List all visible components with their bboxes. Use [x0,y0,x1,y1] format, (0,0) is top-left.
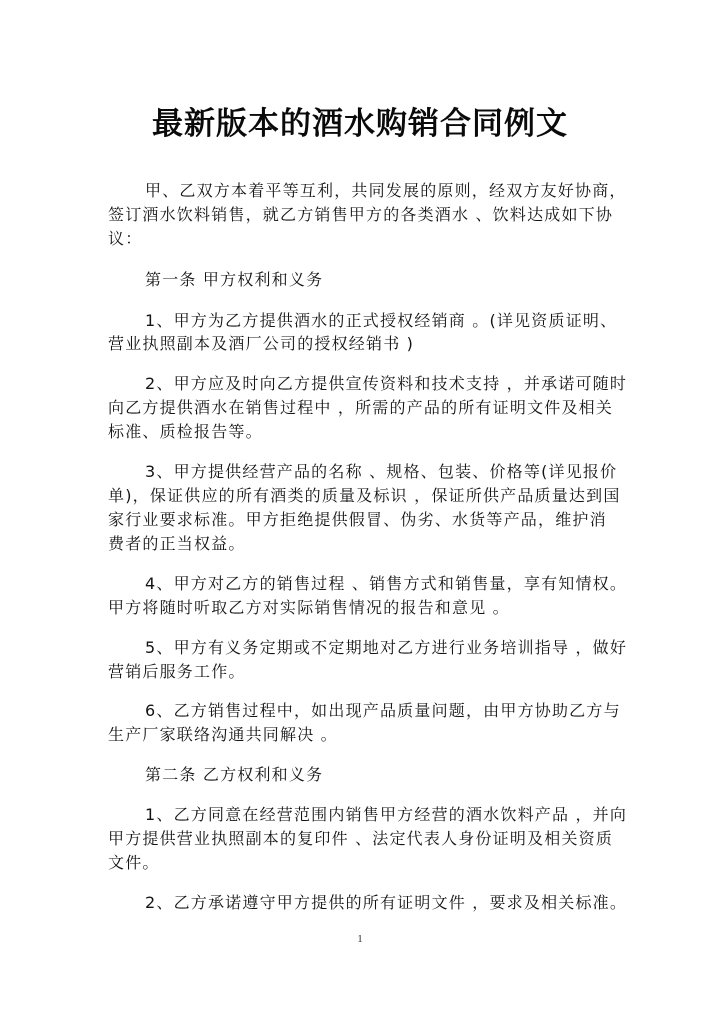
document-title: 最新版本的酒水购销合同例文 [152,106,568,142]
article1-item4-line1: 4、甲方对乙方的销售过程 、销售方式和销售量，享有知情权。 [145,574,628,593]
article1-item2-line2: 向乙方提供酒水在销售过程中 ，所需的产品的所有证明文件及相关 [108,398,614,417]
article1-item3-line4: 费者的正当权益。 [108,534,246,553]
article1-item4-line2: 甲方将随时听取乙方对实际销售情况的报告和意见 。 [108,598,510,617]
article1-item6-line1: 6、乙方销售过程中，如出现产品质量问题，由甲方协助乙方与 [145,701,621,720]
article1-item2-line1: 2、甲方应及时向乙方提供宣传资料和技术支持 ，并承诺可随时 [145,374,628,393]
article2-item1-line2: 甲方提供营业执照副本的复印件 、法定代表人身份证明及相关资质 [108,829,614,848]
intro-line-2: 签订酒水饮料销售，就乙方销售甲方的各类酒水 、饮料达成如下协 [108,205,614,224]
article1-item1-line1: 1、甲方为乙方提供酒水的正式授权经销商 。(详见资质证明、 [145,311,618,330]
article1-item6-line2: 生产厂家联络沟通共同解决 。 [108,725,338,744]
article2-heading: 第二条 乙方权利和义务 [145,765,324,784]
article2-item2-line1: 2、乙方承诺遵守甲方提供的所有证明文件 ，要求及相关标准。 [145,893,628,912]
article1-item2-line3: 标准、质检报告等。 [108,422,263,441]
article1-item5-line1: 5、甲方有义务定期或不定期地对乙方进行业务培训指导 ，做好 [145,638,628,657]
article1-item3-line1: 3、甲方提供经营产品的名称 、规格、包装、价格等(详见报价 [145,462,618,481]
article1-item3-line3: 家行业要求标准。甲方拒绝提供假冒、伪劣、水货等产品，维护消 [108,510,607,529]
article1-heading: 第一条 甲方权利和义务 [145,270,324,289]
page-number: 1 [357,933,363,945]
article1-item1-line2: 营业执照副本及酒厂公司的授权经销书 ) [108,334,415,353]
intro-line-3: 议： [108,229,143,248]
article1-item3-line2: 单)，保证供应的所有酒类的质量及标识 ，保证所供产品质量达到国 [108,486,621,505]
article1-item5-line2: 营销后服务工作。 [108,662,246,681]
article2-item1-line3: 文件。 [108,853,160,872]
article2-item1-line1: 1、乙方同意在经营范围内销售甲方经营的酒水饮料产品 ，并向 [145,805,628,824]
intro-line-1: 甲、乙双方本着平等互利，共同发展的原则，经双方友好协商， [145,181,627,200]
